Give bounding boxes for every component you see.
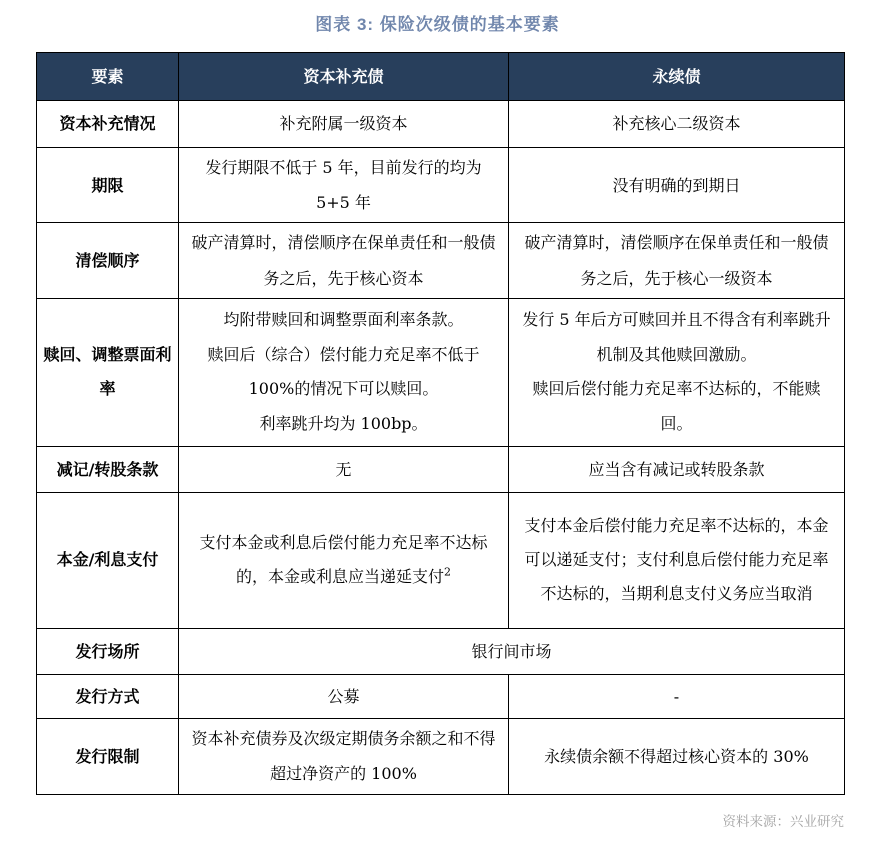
cell-capital: 无 bbox=[179, 446, 509, 492]
table-row-issuance-limit bbox=[37, 718, 845, 794]
figure-title: 图表 3: 保险次级债的基本要素 bbox=[315, 15, 560, 34]
cell-capital bbox=[179, 298, 509, 446]
insurance-subordinated-bond-table bbox=[36, 52, 845, 795]
table-row-capital-supplement-status bbox=[37, 101, 845, 148]
row-label: 资本补充情况 bbox=[37, 101, 179, 148]
cell-perpetual: 支付本金后偿付能力充足率不达标的，本金可以递延支付；支付利息后偿付能力充足率不达标的，当期利息支付义务应当取消 bbox=[509, 492, 845, 628]
data-source: 资料来源：兴业研究 bbox=[722, 814, 844, 829]
cell-capital: 资本补充债券及次级定期债务余额之和不得超过净资产的 100% bbox=[179, 718, 509, 794]
cell-capital: 破产清算时，清偿顺序在保单责任和一般债务之后，先于核心资本 bbox=[179, 223, 509, 298]
row-label: 本金/利息支付 bbox=[37, 492, 179, 628]
cell-perpetual: 破产清算时，清偿顺序在保单责任和一般债务之后，先于核心一级资本 bbox=[509, 223, 845, 298]
table-row-issuance-venue bbox=[37, 628, 845, 674]
table-row-principal-interest-payment bbox=[37, 492, 845, 628]
table-row-issuance-method bbox=[37, 674, 845, 718]
column-header-perpetual-bond: 永续债 bbox=[509, 53, 845, 101]
row-label: 发行场所 bbox=[37, 628, 179, 674]
column-header-element: 要素 bbox=[37, 53, 179, 101]
cell-paragraph: 发行 5 年后方可赎回并且不得含有利率跳升机制及其他赎回激励。 bbox=[522, 310, 831, 364]
cell-paragraph: 赎回后偿付能力充足率不达标的，不能赎回。 bbox=[532, 379, 821, 433]
row-label: 发行限制 bbox=[37, 718, 179, 794]
cell-capital: 发行期限不低于 5 年，目前发行的均为 5+5 年 bbox=[179, 148, 509, 223]
cell-paragraph: 均附带赎回和调整票面利率条款。 bbox=[223, 310, 464, 330]
row-label: 清偿顺序 bbox=[37, 223, 179, 298]
cell-capital: 补充附属一级资本 bbox=[179, 101, 509, 148]
row-label: 期限 bbox=[37, 148, 179, 223]
cell-text: 支付本金或利息后偿付能力充足率不达标的，本金或利息应当递延支付 bbox=[199, 532, 488, 587]
row-label: 赎回、调整票面利率 bbox=[37, 298, 179, 446]
table-row-writedown-conversion-clause bbox=[37, 446, 845, 492]
cell-perpetual bbox=[509, 298, 845, 446]
table-row-redemption-rate-adjustment bbox=[37, 298, 845, 446]
table-header-row bbox=[37, 53, 845, 101]
table-row-liquidation-order bbox=[37, 223, 845, 298]
cell-capital-text bbox=[191, 526, 496, 595]
cell-perpetual: - bbox=[509, 674, 845, 718]
cell-merged-venue: 银行间市场 bbox=[179, 628, 845, 674]
cell-perpetual: 应当含有减记或转股条款 bbox=[509, 446, 845, 492]
cell-capital: 公募 bbox=[179, 674, 509, 718]
cell-perpetual: 补充核心二级资本 bbox=[509, 101, 845, 148]
row-label: 发行方式 bbox=[37, 674, 179, 718]
cell-capital bbox=[179, 492, 509, 628]
cell-paragraph: 赎回后（综合）偿付能力充足率不低于 100%的情况下可以赎回。 bbox=[207, 344, 480, 399]
footnote-marker: 2 bbox=[444, 565, 451, 579]
row-label: 减记/转股条款 bbox=[37, 446, 179, 492]
cell-perpetual: 永续债余额不得超过核心资本的 30% bbox=[509, 718, 845, 794]
table-row-term bbox=[37, 148, 845, 223]
column-header-capital-supplement-bond: 资本补充债 bbox=[179, 53, 509, 101]
cell-paragraph: 利率跳升均为 100bp。 bbox=[259, 413, 428, 433]
cell-perpetual: 没有明确的到期日 bbox=[509, 148, 845, 223]
